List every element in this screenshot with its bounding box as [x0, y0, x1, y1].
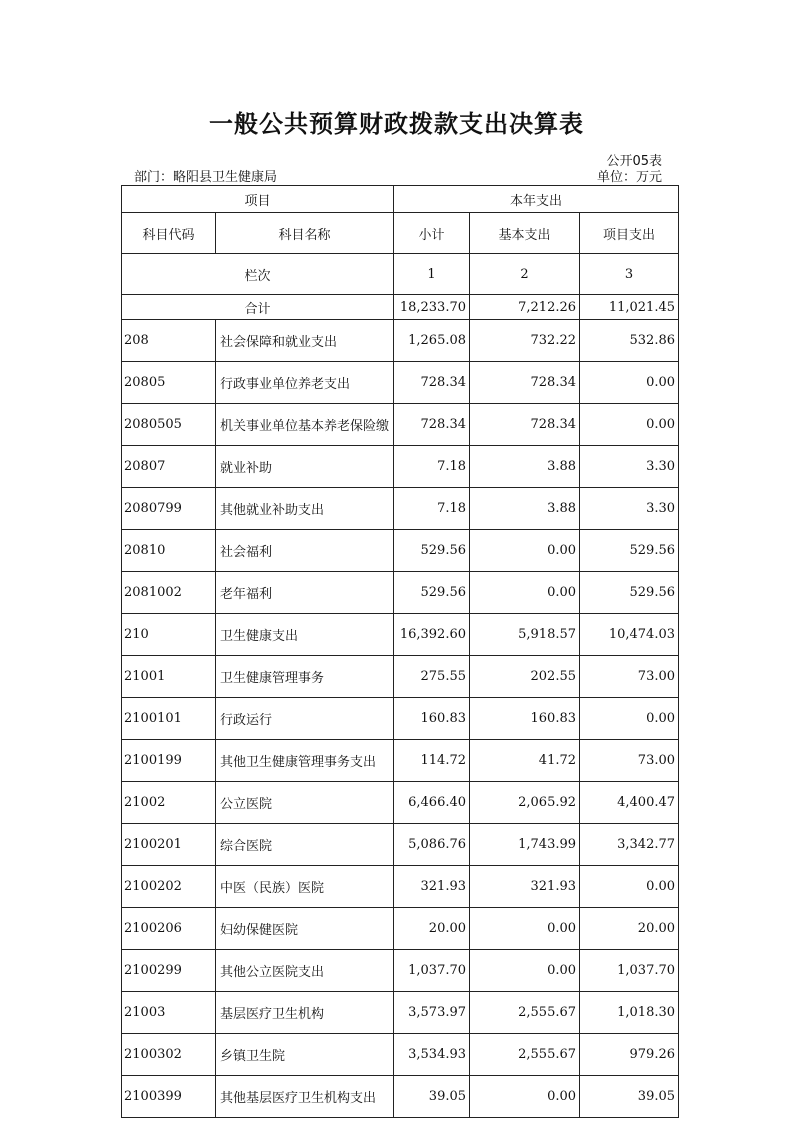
row-name: 综合医院 [216, 824, 394, 866]
table-row [122, 908, 679, 950]
total-row [122, 295, 679, 320]
table-row [122, 656, 679, 698]
page-title: 一般公共预算财政拨款支出决算表 [209, 110, 584, 138]
row-name: 卫生健康管理事务 [216, 656, 394, 698]
row-project: 529.56 [580, 572, 679, 614]
row-code: 210 [122, 614, 216, 656]
row-basic: 3.88 [470, 446, 580, 488]
row-subtotal: 1,265.08 [394, 320, 470, 362]
row-project: 4,400.47 [580, 782, 679, 824]
header-row-index [122, 254, 679, 295]
row-project: 3.30 [580, 488, 679, 530]
header-row-columns [122, 213, 679, 254]
row-basic: 41.72 [470, 740, 580, 782]
row-name: 其他公立医院支出 [216, 950, 394, 992]
table-row [122, 404, 679, 446]
table-row [122, 446, 679, 488]
row-basic: 728.34 [470, 362, 580, 404]
table-row [122, 992, 679, 1034]
header-current-year: 本年支出 [394, 186, 679, 213]
row-project: 10,474.03 [580, 614, 679, 656]
table-row [122, 824, 679, 866]
row-code: 20807 [122, 446, 216, 488]
row-name: 乡镇卫生院 [216, 1034, 394, 1076]
row-name: 其他就业补助支出 [216, 488, 394, 530]
row-name: 其他基层医疗卫生机构支出 [216, 1076, 394, 1118]
table-row [122, 1076, 679, 1118]
row-code: 2080799 [122, 488, 216, 530]
table-row [122, 320, 679, 362]
department-label: 部门：略阳县卫生健康局 [134, 170, 278, 185]
header-code: 科目代码 [122, 213, 216, 254]
row-code: 208 [122, 320, 216, 362]
row-subtotal: 7.18 [394, 446, 470, 488]
row-code: 2100206 [122, 908, 216, 950]
row-code: 20810 [122, 530, 216, 572]
row-project: 0.00 [580, 404, 679, 446]
row-name: 老年福利 [216, 572, 394, 614]
row-subtotal: 529.56 [394, 572, 470, 614]
row-basic: 160.83 [470, 698, 580, 740]
row-name: 行政运行 [216, 698, 394, 740]
row-subtotal: 160.83 [394, 698, 470, 740]
row-code: 21001 [122, 656, 216, 698]
row-subtotal: 39.05 [394, 1076, 470, 1118]
row-name: 行政事业单位养老支出 [216, 362, 394, 404]
table-row [122, 488, 679, 530]
row-code: 2100299 [122, 950, 216, 992]
row-project: 39.05 [580, 1076, 679, 1118]
row-basic: 728.34 [470, 404, 580, 446]
row-basic: 0.00 [470, 908, 580, 950]
header-subtotal: 小计 [394, 213, 470, 254]
row-subtotal: 6,466.40 [394, 782, 470, 824]
row-name: 公立医院 [216, 782, 394, 824]
header-row-group [122, 186, 679, 213]
row-name: 就业补助 [216, 446, 394, 488]
row-name: 其他卫生健康管理事务支出 [216, 740, 394, 782]
row-basic: 0.00 [470, 572, 580, 614]
row-basic: 0.00 [470, 530, 580, 572]
row-project: 0.00 [580, 698, 679, 740]
header-basic: 基本支出 [470, 213, 580, 254]
row-basic: 202.55 [470, 656, 580, 698]
total-basic: 7,212.26 [470, 295, 580, 320]
row-basic: 2,555.67 [470, 992, 580, 1034]
row-basic: 1,743.99 [470, 824, 580, 866]
row-project: 73.00 [580, 740, 679, 782]
row-project: 1,018.30 [580, 992, 679, 1034]
row-project: 979.26 [580, 1034, 679, 1076]
table-row [122, 362, 679, 404]
row-name: 社会福利 [216, 530, 394, 572]
unit-label: 单位：万元 [596, 170, 662, 185]
row-project: 532.86 [580, 320, 679, 362]
row-basic: 0.00 [470, 950, 580, 992]
row-name: 妇幼保健医院 [216, 908, 394, 950]
row-code: 2100201 [122, 824, 216, 866]
row-project: 73.00 [580, 656, 679, 698]
header-col3: 3 [580, 254, 679, 295]
total-subtotal: 18,233.70 [394, 295, 470, 320]
row-code: 2081002 [122, 572, 216, 614]
table-row [122, 530, 679, 572]
row-subtotal: 529.56 [394, 530, 470, 572]
row-subtotal: 275.55 [394, 656, 470, 698]
row-name: 机关事业单位基本养老保险缴 [216, 404, 394, 446]
header-col2: 2 [470, 254, 580, 295]
row-basic: 0.00 [470, 1076, 580, 1118]
row-subtotal: 1,037.70 [394, 950, 470, 992]
row-basic: 732.22 [470, 320, 580, 362]
row-project: 20.00 [580, 908, 679, 950]
row-project: 0.00 [580, 866, 679, 908]
row-code: 21003 [122, 992, 216, 1034]
row-code: 2100302 [122, 1034, 216, 1076]
row-subtotal: 728.34 [394, 362, 470, 404]
row-basic: 2,555.67 [470, 1034, 580, 1076]
table-row [122, 866, 679, 908]
header-name: 科目名称 [216, 213, 394, 254]
row-basic: 321.93 [470, 866, 580, 908]
row-code: 2080505 [122, 404, 216, 446]
row-subtotal: 16,392.60 [394, 614, 470, 656]
row-code: 2100399 [122, 1076, 216, 1118]
row-subtotal: 7.18 [394, 488, 470, 530]
row-subtotal: 3,573.97 [394, 992, 470, 1034]
header-column-index: 栏次 [122, 254, 394, 295]
row-name: 社会保障和就业支出 [216, 320, 394, 362]
header-project: 项目支出 [580, 213, 679, 254]
total-label: 合计 [122, 295, 394, 320]
row-name: 基层医疗卫生机构 [216, 992, 394, 1034]
table-row [122, 740, 679, 782]
table-row [122, 950, 679, 992]
row-project: 3,342.77 [580, 824, 679, 866]
table-row [122, 698, 679, 740]
row-code: 2100202 [122, 866, 216, 908]
header-item: 项目 [122, 186, 394, 213]
header-col1: 1 [394, 254, 470, 295]
row-name: 中医（民族）医院 [216, 866, 394, 908]
expenditure-table [121, 185, 679, 1118]
row-code: 2100199 [122, 740, 216, 782]
row-basic: 2,065.92 [470, 782, 580, 824]
row-code: 21002 [122, 782, 216, 824]
row-subtotal: 114.72 [394, 740, 470, 782]
row-subtotal: 3,534.93 [394, 1034, 470, 1076]
row-basic: 5,918.57 [470, 614, 580, 656]
table-row [122, 572, 679, 614]
row-name: 卫生健康支出 [216, 614, 394, 656]
row-subtotal: 20.00 [394, 908, 470, 950]
table-row [122, 1034, 679, 1076]
row-project: 3.30 [580, 446, 679, 488]
row-basic: 3.88 [470, 488, 580, 530]
row-subtotal: 321.93 [394, 866, 470, 908]
table-row [122, 614, 679, 656]
form-code: 公开05表 [606, 154, 662, 169]
row-project: 1,037.70 [580, 950, 679, 992]
row-code: 2100101 [122, 698, 216, 740]
row-project: 0.00 [580, 362, 679, 404]
row-code: 20805 [122, 362, 216, 404]
total-project: 11,021.45 [580, 295, 679, 320]
row-project: 529.56 [580, 530, 679, 572]
row-subtotal: 5,086.76 [394, 824, 470, 866]
table-row [122, 782, 679, 824]
row-subtotal: 728.34 [394, 404, 470, 446]
